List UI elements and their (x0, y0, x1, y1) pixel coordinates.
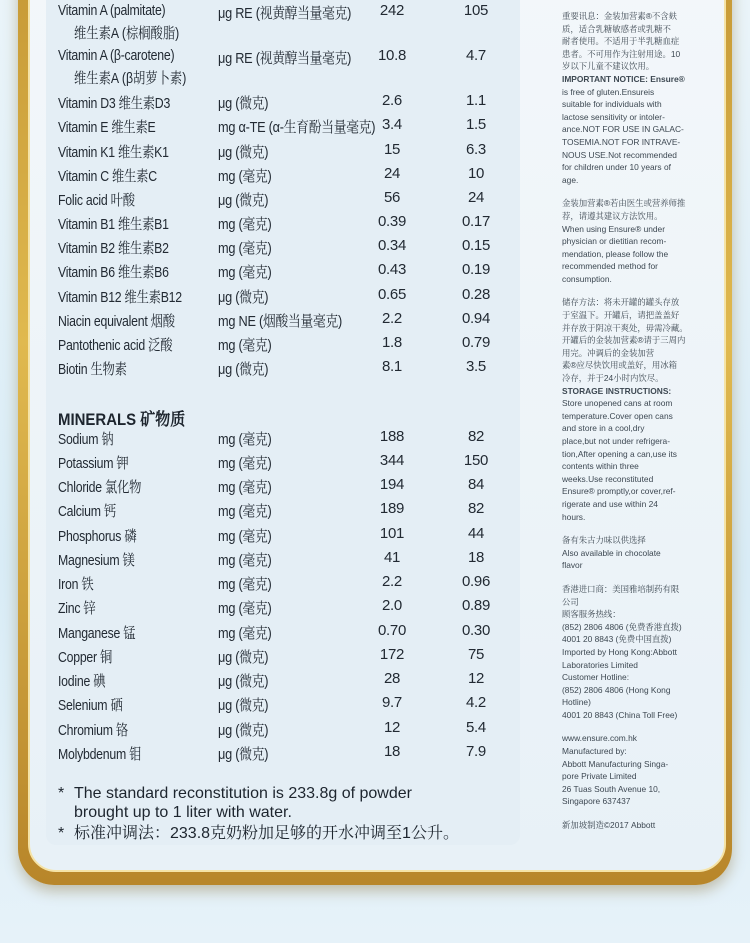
nutrient-unit: mg (毫克) (218, 337, 272, 354)
table-row (46, 310, 520, 334)
table-row (46, 452, 520, 476)
nutrient-name: Magnesium 镁 (58, 552, 135, 569)
nutrient-name: Vitamin A (palmitate) (58, 2, 166, 19)
nutrient-name: Biotin 生物素 (58, 361, 127, 378)
nutrient-unit: μg (微克) (218, 192, 269, 209)
nutrient-unit: mg (毫克) (218, 479, 272, 496)
nutrient-unit: mg (毫克) (218, 576, 272, 593)
nutrient-name: Zinc 锌 (58, 600, 96, 617)
table-row (46, 189, 520, 213)
value-per-100g: 188 (379, 428, 405, 445)
table-row (46, 165, 520, 189)
value-per-100g: 344 (379, 452, 405, 469)
nutrient-name: Vitamin C 维生素C (58, 168, 157, 185)
value-per-100ml: 4.2 (466, 694, 486, 711)
value-per-100g: 2.6 (382, 92, 402, 109)
nutrient-name: Molybdenum 钼 (58, 746, 142, 763)
nutrient-name: Manganese 锰 (58, 625, 136, 642)
value-per-100ml: 75 (467, 646, 485, 663)
table-row (46, 47, 520, 91)
nutrient-unit: μg (微克) (218, 95, 269, 112)
nutrient-unit: mg (毫克) (218, 264, 272, 281)
value-per-100ml: 0.89 (462, 597, 490, 614)
value-per-100ml: 0.96 (462, 573, 490, 590)
table-row (46, 358, 520, 382)
value-per-100ml: 3.5 (466, 358, 486, 375)
importer-info: 香港进口商：美国雅培制药有限 公司 顾客服务热线： (852) 2806 4806 (免费香港直拨) 4001 20 8843 (免费中国直拨) Imported by Hong Kong:Abbott Laboratories Limited Customer Hotline: (852) 2806 4806 (Hong Kong Hotline) 4001 20 8843 (China Toll Free) (562, 583, 682, 720)
table-row (46, 743, 520, 767)
table-row (46, 694, 520, 718)
value-per-100ml: 44 (467, 525, 485, 542)
value-per-100g: 56 (383, 189, 401, 206)
value-per-100g: 242 (379, 2, 405, 19)
value-per-100g: 101 (379, 525, 405, 542)
nutrient-unit: mg (毫克) (218, 168, 272, 185)
value-per-100g: 2.2 (382, 310, 402, 327)
advice: 金装加营素®若由医生或营养师推 荐，请遵其建议方法饮用。 When using Ensure® under physician or dietitian recom- mendation, please follow the recommended method for consumption. (562, 198, 686, 284)
nutrient-name-cn: 维生素A (棕榈酸脂) (74, 25, 180, 42)
table-row (46, 622, 520, 646)
nutrient-name-cn: 维生素A (β胡萝卜素) (74, 70, 187, 87)
value-per-100g: 3.4 (382, 116, 402, 133)
nutrient-name: Chromium 铬 (58, 722, 128, 739)
nutrient-unit: μg (微克) (218, 361, 269, 378)
table-row (46, 2, 520, 46)
nutrient-name: Vitamin D3 维生素D3 (58, 95, 171, 112)
value-per-100g: 12 (383, 719, 401, 736)
table-row (46, 476, 520, 500)
table-row (46, 549, 520, 573)
value-per-100g: 189 (379, 500, 405, 517)
table-row (46, 428, 520, 452)
value-per-100g: 172 (379, 646, 405, 663)
minerals-heading: MINERALS 矿物质 (58, 410, 186, 429)
table-row (46, 334, 520, 358)
nutrient-name: Pantothenic acid 泛酸 (58, 337, 173, 354)
value-per-100g: 8.1 (382, 358, 402, 375)
value-per-100ml: 10 (467, 165, 485, 182)
value-per-100g: 0.43 (378, 261, 406, 278)
nutrient-name: Copper 铜 (58, 649, 113, 666)
value-per-100ml: 0.28 (462, 286, 490, 303)
nutrient-unit: μg (微克) (218, 289, 269, 306)
nutrient-name: Potassium 钾 (58, 455, 129, 472)
value-per-100g: 2.2 (382, 573, 402, 590)
value-per-100g: 28 (383, 670, 401, 687)
table-row (46, 213, 520, 237)
nutrient-unit: mg NE (烟酸当量毫克) (218, 313, 342, 330)
value-per-100g: 0.39 (378, 213, 406, 230)
nutrient-unit: μg (微克) (218, 697, 269, 714)
manufacturer-info: www.ensure.com.hk Manufactured by: Abbott Manufacturing Singa- pore Private Limited 26 Tuas South Avenue 10, Singapore 637437 (562, 732, 702, 808)
table-row (46, 597, 520, 621)
value-per-100ml: 0.30 (462, 622, 490, 639)
nutrient-unit: mg (毫克) (218, 216, 272, 233)
value-per-100ml: 0.17 (462, 213, 490, 230)
value-per-100ml: 0.94 (462, 310, 490, 327)
value-per-100ml: 105 (463, 2, 489, 19)
nutrient-name: Phosphorus 磷 (58, 528, 137, 545)
value-per-100ml: 0.19 (462, 261, 490, 278)
table-row (46, 670, 520, 694)
value-per-100ml: 82 (467, 500, 485, 517)
nutrient-name: Vitamin E 维生素E (58, 119, 156, 136)
nutrient-name: Vitamin B6 维生素B6 (58, 264, 169, 281)
storage: 储存方法：将未开罐的罐头存放 于室温下。开罐后，请把盖盖好 并存放于阴凉干爽处，毋需冷藏。 开罐后的金装加营素®请于三周内 用完。冲调后的金装加营 素®应尽快饮用或盖好，用冰箱 冷存，并于24小时内饮尽。 STORAGE INSTRUCTIONS: Store unopened cans at room temperature.Cover open cans and store in a cool,dry place,but not under refrigera- tion,After opening a can,use its contents within three weeks.Use reconstituted Ensure® promptly,or cover,ref- rigerate and use within 24 hours. (562, 296, 702, 523)
nutrient-unit: μg (微克) (218, 673, 269, 690)
value-per-100g: 1.8 (382, 334, 402, 351)
notice-en-title: IMPORTANT NOTICE: Ensure® (562, 73, 685, 84)
table-row (46, 237, 520, 261)
value-per-100ml: 5.4 (466, 719, 486, 736)
nutrient-unit: mg (毫克) (218, 552, 272, 569)
value-per-100g: 24 (383, 165, 401, 182)
value-per-100ml: 84 (467, 476, 485, 493)
value-per-100g: 2.0 (382, 597, 402, 614)
nutrition-table (46, 0, 520, 845)
nutrient-name: Vitamin B12 维生素B12 (58, 289, 182, 306)
nutrient-unit: mg (毫克) (218, 625, 272, 642)
table-row (46, 92, 520, 116)
nutrient-unit: mg α-TE (α-生育酚当量毫克) (218, 119, 376, 136)
nutrient-unit: mg (毫克) (218, 528, 272, 545)
value-per-100g: 194 (379, 476, 405, 493)
footnote-en-line1: The standard reconstitution is 233.8g of powder (74, 785, 412, 802)
value-per-100g: 18 (383, 743, 401, 760)
nutrient-unit: mg (毫克) (218, 455, 272, 472)
flavor-note: 备有朱古力味以供选择 Also available in chocolate flavor (562, 535, 661, 571)
nutrient-unit: μg RE (视黄醇当量毫克) (218, 5, 352, 22)
value-per-100ml: 150 (463, 452, 489, 469)
nutrient-name: Selenium 硒 (58, 697, 123, 714)
footnote-en-line2: brought up to 1 liter with water. (74, 804, 292, 821)
value-per-100g: 10.8 (378, 47, 406, 64)
footnote-cn-text: 标准冲调法：233.8克奶粉加足够的开水冲调至1公升。 (74, 825, 459, 842)
nutrient-unit: μg (微克) (218, 144, 269, 161)
value-per-100ml: 6.3 (466, 141, 486, 158)
info-sidebar (562, 10, 702, 843)
nutrient-unit: mg (毫克) (218, 503, 272, 520)
nutrient-name: Iodine 碘 (58, 673, 106, 690)
table-row (46, 525, 520, 549)
value-per-100ml: 0.15 (462, 237, 490, 254)
value-per-100ml: 12 (467, 670, 485, 687)
value-per-100ml: 1.5 (466, 116, 486, 133)
nutrient-unit: mg (毫克) (218, 600, 272, 617)
value-per-100ml: 18 (467, 549, 485, 566)
copyright: 新加坡制造©2017 Abbott (562, 820, 656, 831)
nutrient-name: Vitamin K1 维生素K1 (58, 144, 169, 161)
nutrient-name: Calcium 钙 (58, 503, 116, 520)
nutrient-name: Folic acid 叶酸 (58, 192, 135, 209)
notice-cn: 重要讯息：金装加营素®不含麸 质，适合乳糖敏感者或乳糖不 耐者使用。不适用于半乳糖血症 患者。不可用作为注射用途。10 岁以下儿童不建议饮用。 IMPORTANT NOTICE: Ensure® is free of gluten.Ensureis suitable for individuals with lactose sensitivity or intoler- ance.NOT FOR USE IN GALAC- TOSEMIA.NOT FOR INTRAVE- NOUS USE.Not recommended for children under 10 years of age. (562, 10, 702, 186)
table-row (46, 719, 520, 743)
footnote-star: * (58, 785, 65, 802)
nutrient-name: Sodium 钠 (58, 431, 114, 448)
table-row (46, 141, 520, 165)
nutrient-unit: μg RE (视黄醇当量毫克) (218, 50, 352, 67)
nutrient-name: Vitamin B2 维生素B2 (58, 240, 169, 257)
storage-en-title: STORAGE INSTRUCTIONS: (562, 385, 672, 396)
table-row (46, 116, 520, 140)
nutrient-unit: μg (微克) (218, 746, 269, 763)
value-per-100ml: 82 (467, 428, 485, 445)
table-row (46, 646, 520, 670)
value-per-100g: 41 (383, 549, 401, 566)
nutrient-unit: μg (微克) (218, 722, 269, 739)
nutrient-name: Chloride 氯化物 (58, 479, 142, 496)
nutrient-name: Iron 铁 (58, 576, 94, 593)
value-per-100ml: 24 (467, 189, 485, 206)
nutrient-unit: mg (毫克) (218, 431, 272, 448)
nutrient-name: Vitamin A (β-carotene) (58, 47, 175, 64)
table-row (46, 500, 520, 524)
value-per-100g: 9.7 (382, 694, 402, 711)
table-row (46, 286, 520, 310)
table-row (46, 261, 520, 285)
value-per-100g: 15 (383, 141, 401, 158)
website-link: www.ensure.com.hk (562, 733, 637, 744)
value-per-100ml: 7.9 (466, 743, 486, 760)
nutrient-name: Niacin equivalent 烟酸 (58, 313, 175, 330)
nutrient-unit: μg (微克) (218, 649, 269, 666)
table-row (46, 573, 520, 597)
value-per-100g: 0.70 (378, 622, 406, 639)
footnote-star: * (58, 825, 65, 842)
value-per-100g: 0.65 (378, 286, 406, 303)
value-per-100ml: 0.79 (462, 334, 490, 351)
nutrient-unit: mg (毫克) (218, 240, 272, 257)
value-per-100g: 0.34 (378, 237, 406, 254)
nutrient-name: Vitamin B1 维生素B1 (58, 216, 169, 233)
value-per-100ml: 4.7 (466, 47, 486, 64)
value-per-100ml: 1.1 (466, 92, 486, 109)
